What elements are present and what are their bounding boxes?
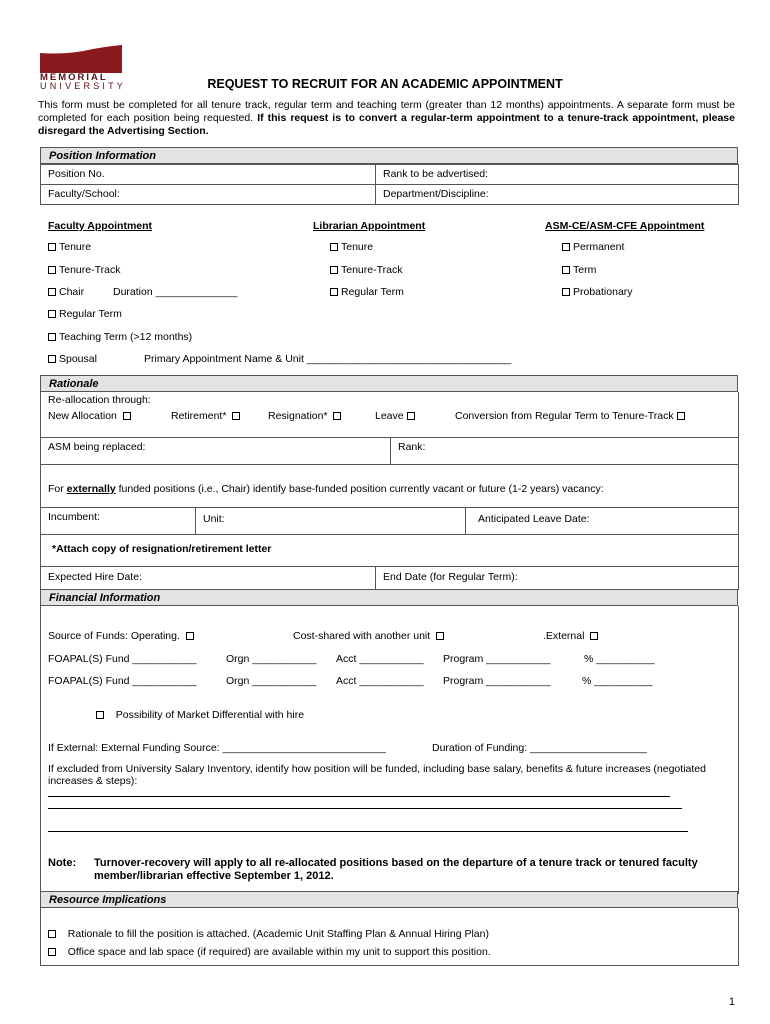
note-label: Note: [48,857,77,869]
section-heading-position: Position Information [40,147,738,164]
external-funding-source-field[interactable]: If External: External Funding Source: ____________________________ [48,742,387,754]
faculty-tenure-track-checkbox[interactable]: Tenure-Track [48,264,120,276]
asm-probationary-checkbox[interactable]: Probationary [562,286,633,298]
faculty-appointment-heading: Faculty Appointment [48,220,153,232]
attach-letter-note: *Attach copy of resignation/retirement letter [52,543,272,555]
asm-appointment-heading: ASM-CE/ASM-CFE Appointment [545,220,705,232]
expected-hire-date-field[interactable]: Expected Hire Date: [40,566,376,590]
librarian-tenure-track-checkbox[interactable]: Tenure-Track [330,264,402,276]
primary-appointment-field[interactable]: Primary Appointment Name & Unit ___________________________________ [144,353,512,365]
leave-checkbox[interactable]: Leave [375,410,418,422]
replaced-rank-field[interactable]: Rank: [390,437,739,465]
foapal-acct-1[interactable]: Acct ___________ [336,653,424,665]
librarian-tenure-checkbox[interactable]: Tenure [330,241,373,253]
funding-line-2[interactable] [48,808,682,809]
foapal-pct-2[interactable]: % __________ [582,675,653,687]
office-space-checkbox[interactable]: Office space and lab space (if required) are available within my unit to support this position. [48,946,491,958]
foapal-program-1[interactable]: Program ___________ [443,653,551,665]
librarian-regular-term-checkbox[interactable]: Regular Term [330,286,404,298]
faculty-spousal-checkbox[interactable]: Spousal [48,353,97,365]
resignation-checkbox[interactable]: Resignation* [268,410,344,422]
foapal-pct-1[interactable]: % __________ [584,653,655,665]
excluded-instructions: If excluded from University Salary Inventory, identify how position will be funded, including base salary, benefits & future increases (negotiated increases & steps): [48,763,706,787]
foapal-fund-1[interactable]: FOAPAL(S) Fund ___________ [48,653,197,665]
faculty-school-field[interactable]: Faculty/School: [40,184,376,205]
librarian-appointment-heading: Librarian Appointment [313,220,426,232]
source-operating-checkbox[interactable]: Source of Funds: Operating. [48,630,197,642]
incumbent-field[interactable]: Incumbent: [40,507,196,535]
form-title: REQUEST TO RECRUIT FOR AN ACADEMIC APPOINTMENT [207,77,563,91]
conversion-checkbox[interactable]: Conversion from Regular Term to Tenure-Track [455,410,688,422]
foapal-acct-2[interactable]: Acct ___________ [336,675,424,687]
realloc-label: Re-allocation through: [48,394,151,406]
rationale-attached-checkbox[interactable]: Rationale to fill the position is attached. (Academic Unit Staffing Plan & Annual Hiring Plan) [48,928,489,940]
faculty-chair-checkbox[interactable]: Chair [48,286,84,298]
foapal-program-2[interactable]: Program ___________ [443,675,551,687]
external-funded-note: For externally funded positions (i.e., Chair) identify base-funded position currently vacant or future (1-2 years) vacancy: [48,483,604,495]
new-allocation-checkbox[interactable]: New Allocation [48,410,134,422]
turnover-note: Turnover-recovery will apply to all re-allocated positions based on the departure of a tenure track or tenured faculty member/librarian effective September 1, 2012. [94,857,698,882]
position-no-field[interactable]: Position No. [40,164,376,185]
faculty-tenure-checkbox[interactable]: Tenure [48,241,91,253]
rank-field[interactable]: Rank to be advertised: [375,164,739,185]
funding-duration-field[interactable]: Duration of Funding: ____________________ [432,742,647,754]
funding-line-1[interactable] [48,796,670,797]
market-differential-checkbox[interactable]: Possibility of Market Differential with hire [96,709,304,721]
foapal-fund-2[interactable]: FOAPAL(S) Fund ___________ [48,675,197,687]
logo-word-university: UNIVERSITY [40,81,127,91]
asm-permanent-checkbox[interactable]: Permanent [562,241,624,253]
section-heading-resource: Resource Implications [40,891,738,908]
logo-word-memorial: MEMORIAL [40,72,108,83]
section-heading-rationale: Rationale [40,375,738,392]
foapal-orgn-2[interactable]: Orgn ___________ [226,675,317,687]
faculty-regular-term-checkbox[interactable]: Regular Term [48,308,122,320]
asm-term-checkbox[interactable]: Term [562,264,596,276]
faculty-teaching-term-checkbox[interactable]: Teaching Term (>12 months) [48,331,192,343]
funding-line-3[interactable] [48,831,688,832]
external-checkbox[interactable]: .External [543,630,601,642]
chair-duration-field[interactable]: Duration ______________ [113,286,238,298]
section-heading-financial: Financial Information [40,589,738,606]
page-number: 1 [728,996,735,1008]
cost-shared-checkbox[interactable]: Cost-shared with another unit [293,630,447,642]
university-logo-mark [38,45,124,73]
foapal-orgn-1[interactable]: Orgn ___________ [226,653,317,665]
end-date-field[interactable]: End Date (for Regular Term): [375,566,739,590]
department-field[interactable]: Department/Discipline: [375,184,739,205]
leave-date-field[interactable]: Anticipated Leave Date: [465,507,739,535]
retirement-checkbox[interactable]: Retirement* [171,410,243,422]
asm-replaced-field[interactable]: ASM being replaced: [40,437,391,465]
unit-field[interactable]: Unit: [195,507,466,535]
intro-paragraph: This form must be completed for all tenure track, regular term and teaching term (greater than 12 months) appointments. A separate form must be completed for each position being requested. If this request is to convert a regular-term appointment to a tenure-track appointment, please disregard the Advertising Section. [38,99,735,137]
